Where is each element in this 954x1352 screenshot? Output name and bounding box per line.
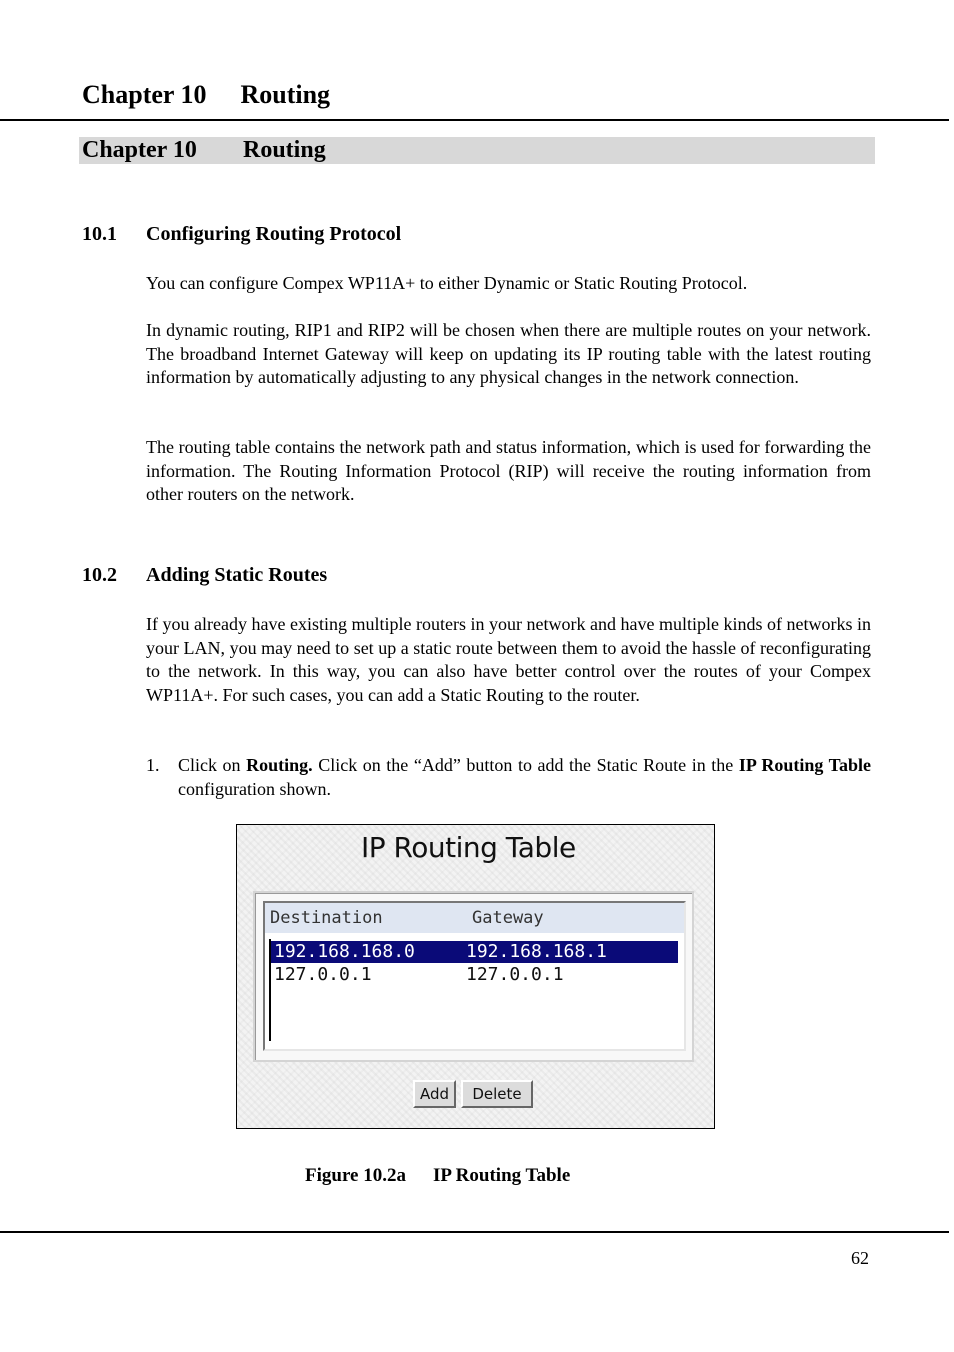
- section-title: Adding Static Routes: [146, 564, 328, 586]
- step-text-part: configuration shown.: [178, 778, 331, 799]
- step-bold-ip-routing-table: IP Routing Table: [738, 755, 871, 775]
- figure-caption-label: Figure 10.2a: [305, 1165, 406, 1186]
- header-rule: [0, 119, 949, 121]
- paragraph: You can configure Compex WP11A+ to either Dynamic or Static Routing Protocol.: [146, 273, 748, 293]
- paragraph: The routing table contains the network path and status information, which is used for forwarding the information. The Routing Information Protocol (RIP) will receive the routing information from other routers on the network.: [146, 437, 871, 504]
- running-header-title: Routing: [240, 80, 331, 109]
- figure-caption-title: IP Routing Table: [432, 1165, 571, 1186]
- routing-table-panel: [253, 891, 694, 1062]
- add-button[interactable]: Add: [413, 1080, 456, 1108]
- column-header-gateway: Gateway: [472, 908, 544, 928]
- step-bold-routing: Routing.: [246, 755, 313, 775]
- section-number: 10.2: [82, 564, 117, 586]
- routing-table-list[interactable]: [263, 901, 686, 1051]
- chapter-heading-title: Routing: [243, 137, 326, 163]
- section-number: 10.1: [82, 223, 117, 245]
- delete-button[interactable]: Delete: [461, 1080, 533, 1108]
- table-row[interactable]: [271, 964, 678, 986]
- running-header: [82, 80, 330, 110]
- page-number: 62: [851, 1248, 869, 1268]
- running-header-chapter: Chapter 10: [82, 80, 207, 109]
- column-header-destination: Destination: [270, 908, 383, 928]
- paragraph: If you already have existing multiple routers in your network and have multiple kinds of networks in your LAN, you may need to set up a static route between them to avoid the hassle of reconfigurating to the network. In this way, you can also have better control over the routes of your Compex WP11A+. For such cases, you can add a Static Routing to the router.: [146, 614, 871, 705]
- footer-rule: [0, 1231, 949, 1233]
- row-destination: 192.168.168.0: [274, 941, 415, 962]
- chapter-heading: [79, 137, 875, 164]
- step-text-part: Click on the “Add” button to add the Static Route in the: [312, 755, 739, 775]
- ip-routing-table-screenshot: [236, 824, 715, 1129]
- row-gateway: 192.168.168.1: [466, 941, 607, 962]
- paragraph: In dynamic routing, RIP1 and RIP2 will be chosen when there are multiple routes on your network. The broadband Internet Gateway will keep on updating its IP routing table with the latest routing information by automatically adjusting to any physical changes in the network connection.: [146, 320, 871, 387]
- figure-caption: [305, 1165, 570, 1187]
- text-caret: [269, 939, 271, 1041]
- table-row[interactable]: [271, 941, 678, 963]
- row-gateway: 127.0.0.1: [466, 964, 564, 985]
- step-text: [178, 754, 871, 801]
- section-title: Configuring Routing Protocol: [146, 223, 402, 245]
- chapter-heading-number: Chapter 10: [82, 137, 197, 163]
- row-destination: 127.0.0.1: [274, 964, 372, 985]
- figure-title: IP Routing Table: [361, 831, 576, 864]
- routing-table-header: [265, 903, 684, 933]
- step-number: 1.: [146, 755, 160, 775]
- step-text-part: Click on: [178, 755, 247, 775]
